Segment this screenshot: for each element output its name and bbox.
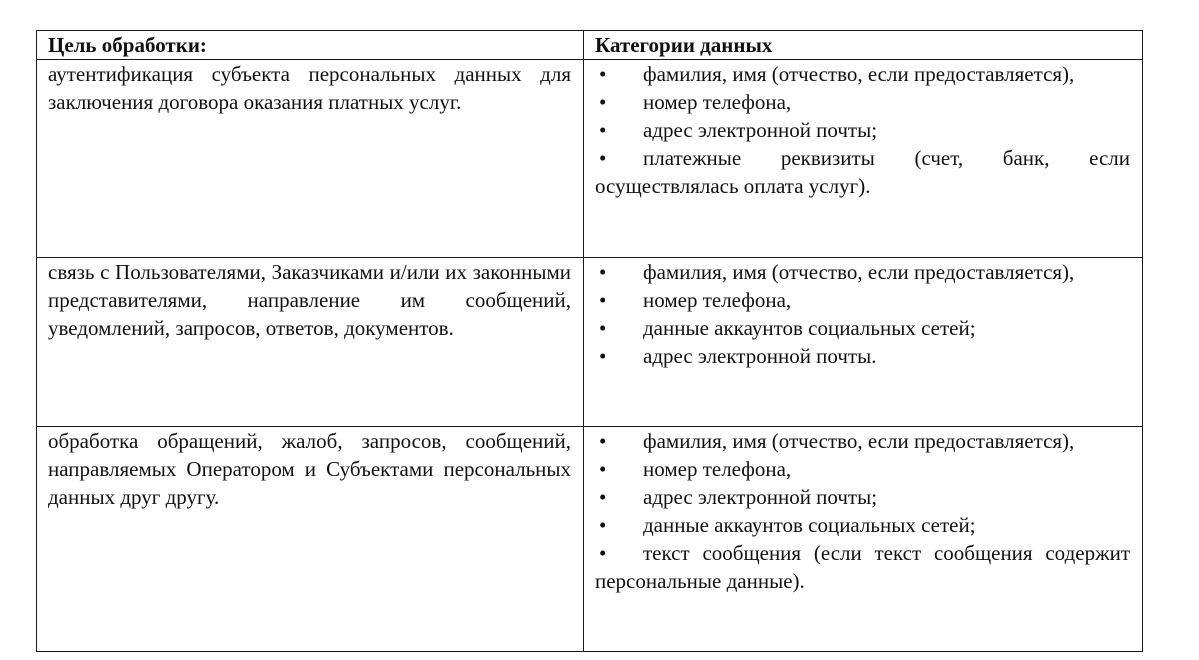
bullet-icon: • bbox=[599, 118, 607, 142]
purpose-cell bbox=[37, 60, 584, 258]
category-text: номер телефона, bbox=[643, 288, 792, 312]
table-row bbox=[37, 427, 1143, 652]
category-text: номер телефона, bbox=[643, 90, 792, 114]
purpose-text: обработка обращений, жалоб, запросов, сообщений, направляемых Оператором и Субъектами персональных данных друг другу. bbox=[48, 429, 571, 509]
category-text: данные аккаунтов социальных сетей; bbox=[643, 316, 976, 340]
category-item bbox=[595, 511, 1130, 539]
category-text: данные аккаунтов социальных сетей; bbox=[643, 513, 976, 537]
processing-purposes-table bbox=[36, 30, 1143, 652]
category-text: номер телефона, bbox=[643, 457, 792, 481]
category-text: адрес электронной почты; bbox=[643, 485, 878, 509]
category-text: адрес электронной почты; bbox=[643, 118, 878, 142]
category-item bbox=[595, 455, 1130, 483]
categories-cell bbox=[584, 427, 1143, 652]
header-categories: Категории данных bbox=[584, 31, 1143, 60]
category-text: платежные реквизиты (счет, банк, если осуществлялась оплата услуг). bbox=[595, 146, 1130, 198]
categories-cell bbox=[584, 258, 1143, 427]
category-item bbox=[595, 286, 1130, 314]
category-text: текст сообщения (если текст сообщения содержит персональные данные). bbox=[595, 541, 1130, 593]
bullet-icon: • bbox=[599, 62, 607, 86]
purpose-text: аутентификация субъекта персональных данных для заключения договора оказания платных услуг. bbox=[48, 62, 571, 114]
categories-list bbox=[595, 60, 1130, 200]
bullet-icon: • bbox=[599, 344, 607, 368]
header-purpose: Цель обработки: bbox=[37, 31, 584, 60]
bullet-icon: • bbox=[599, 457, 607, 481]
categories-list bbox=[595, 258, 1130, 370]
category-item bbox=[595, 483, 1130, 511]
table-row bbox=[37, 258, 1143, 427]
categories-list bbox=[595, 427, 1130, 595]
category-text: адрес электронной почты. bbox=[643, 344, 877, 368]
category-item bbox=[595, 342, 1130, 370]
category-item bbox=[595, 88, 1130, 116]
category-item bbox=[595, 539, 1130, 595]
bullet-icon: • bbox=[599, 541, 607, 565]
category-item bbox=[595, 144, 1130, 200]
category-item bbox=[595, 116, 1130, 144]
bullet-icon: • bbox=[599, 429, 607, 453]
category-item bbox=[595, 427, 1130, 455]
category-text: фамилия, имя (отчество, если предоставляется), bbox=[643, 62, 1075, 86]
purpose-cell bbox=[37, 427, 584, 652]
category-text: фамилия, имя (отчество, если предоставляется), bbox=[643, 429, 1075, 453]
purpose-text: связь с Пользователями, Заказчиками и/или их законными представителями, направление им сообщений, уведомлений, запросов, ответов, документов. bbox=[48, 260, 571, 340]
bullet-icon: • bbox=[599, 513, 607, 537]
category-text: фамилия, имя (отчество, если предоставляется), bbox=[643, 260, 1075, 284]
category-item bbox=[595, 60, 1130, 88]
bullet-icon: • bbox=[599, 260, 607, 284]
table-header-row bbox=[37, 31, 1143, 60]
category-item bbox=[595, 258, 1130, 286]
table-row bbox=[37, 60, 1143, 258]
bullet-icon: • bbox=[599, 146, 607, 170]
category-item bbox=[595, 314, 1130, 342]
bullet-icon: • bbox=[599, 316, 607, 340]
bullet-icon: • bbox=[599, 485, 607, 509]
bullet-icon: • bbox=[599, 90, 607, 114]
purpose-cell bbox=[37, 258, 584, 427]
bullet-icon: • bbox=[599, 288, 607, 312]
categories-cell bbox=[584, 60, 1143, 258]
